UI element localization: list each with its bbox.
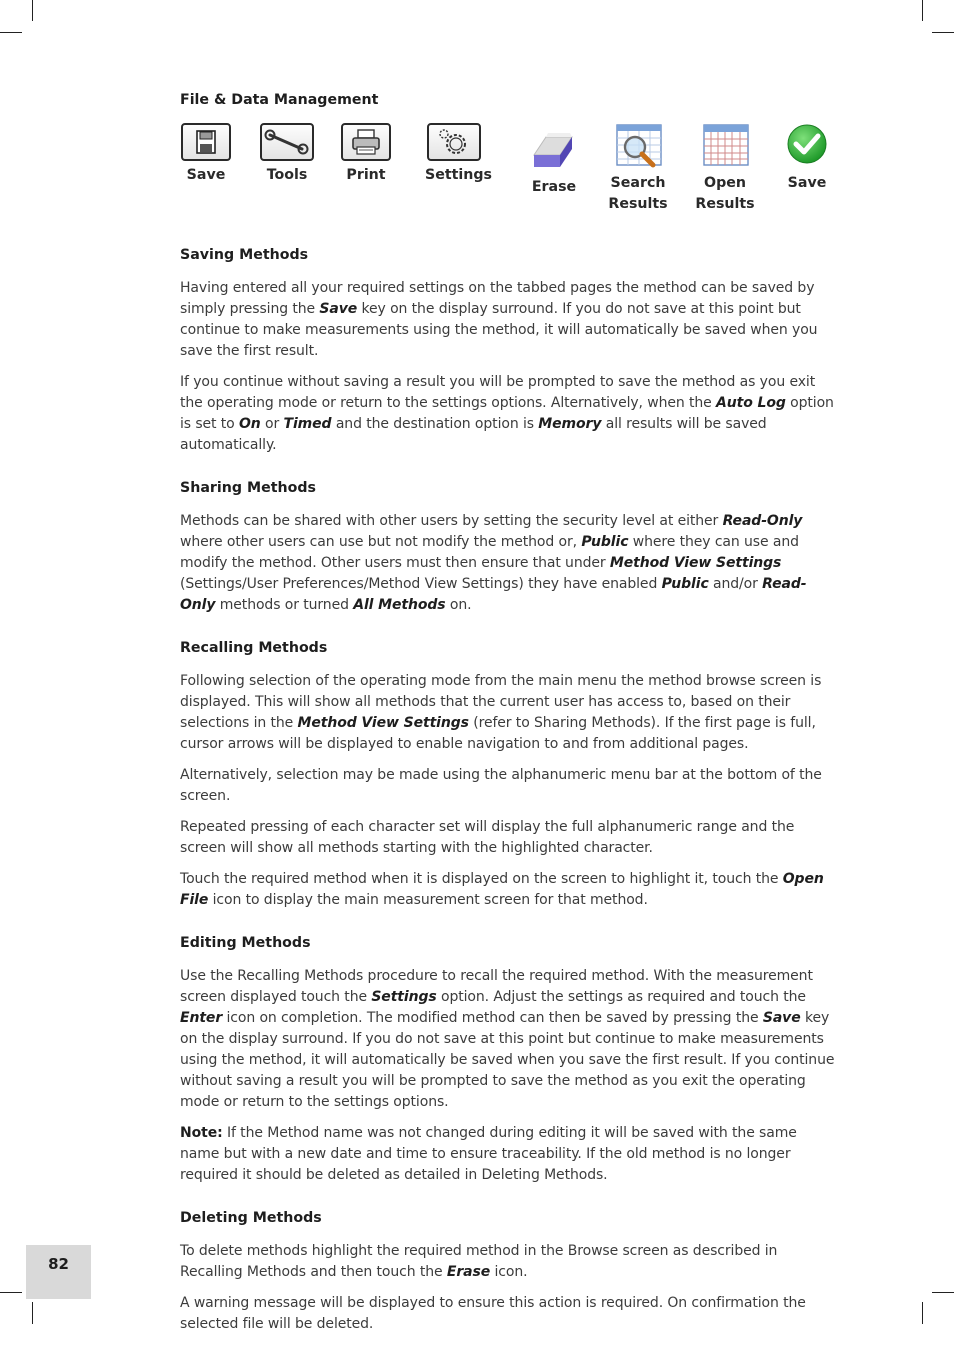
save-confirm-key <box>785 123 829 194</box>
print-label: Print <box>346 167 386 183</box>
saving-paragraph-2: If you continue without saving a result you will be prompted to save the method as you exit the operating mode or return to the settings options. Alternatively, when the Auto Log option is set to On or Timed and the destination option is Memory all results will be saved automatically. <box>180 374 834 453</box>
save-confirm-label: Save <box>787 175 827 191</box>
crop-mark <box>922 1302 923 1324</box>
search-results-label-1: Search <box>610 175 666 191</box>
calendar-grid-icon <box>700 123 750 169</box>
crop-mark <box>932 1292 954 1293</box>
gear-icon <box>427 123 481 161</box>
sharing-section <box>180 478 840 616</box>
crop-mark <box>0 32 22 33</box>
deleting-section <box>180 1208 840 1335</box>
page-title: File & Data Management <box>180 92 379 108</box>
recalling-paragraph-2: Alternatively, selection may be made using the alphanumeric menu bar at the bottom of the screen. <box>180 767 822 804</box>
crop-mark <box>32 0 33 21</box>
search-results-key <box>608 123 668 215</box>
tools-label: Tools <box>266 167 308 183</box>
crop-mark <box>922 0 923 21</box>
deleting-heading: Deleting Methods <box>180 1210 322 1226</box>
search-results-label-2: Results <box>608 196 668 212</box>
search-results-icon <box>613 123 663 169</box>
eraser-icon <box>530 123 578 169</box>
open-results-label-2: Results <box>695 196 755 212</box>
open-results-key <box>695 123 755 215</box>
recalling-section <box>180 638 840 911</box>
settings-label: Settings <box>425 167 492 183</box>
sharing-heading: Sharing Methods <box>180 480 316 496</box>
checkmark-icon <box>785 123 829 167</box>
printer-icon <box>341 123 391 161</box>
open-results-label-1: Open <box>704 175 746 191</box>
recalling-paragraph-4: Touch the required method when it is displayed on the screen to highlight it, touch the Open File icon to display the main measurement screen for that method. <box>180 871 824 908</box>
save-key <box>180 123 232 186</box>
print-key <box>340 123 392 186</box>
editing-section <box>180 933 840 1186</box>
recalling-paragraph-1: Following selection of the operating mode from the main menu the method browse screen is displayed. This will show all methods that the current user has access to, based on their selections in the Method View Settings (refer to Sharing Methods). If the first page is full, cursor arrows will be displayed to enable navigation to and from additional pages. <box>180 673 822 752</box>
editing-paragraph-1: Use the Recalling Methods procedure to recall the required method. With the measurement screen displayed touch the Settings option. Adjust the settings as required and touch the Enter icon on completion. The modified method can then be saved by pressing the Save key on the display surround. If you do not save at this point but continue to make measurements using the method, it will automatically be saved when you save the first result. If you continue without saving a result you will be prompted to save the method as you exit the operating mode or return to the settings options. <box>180 968 835 1110</box>
saving-section <box>180 245 840 456</box>
icon-row <box>180 123 840 223</box>
page-content <box>180 90 840 1345</box>
sharing-paragraph-1: Methods can be shared with other users by setting the security level at either Read-Only where other users can use but not modify the method or, Public where they can use and modify the method. Other users must then ensure that under Method View Settings (Settings/User Preferences/Method View Settings) they have enabled Public and/or Read-Only methods or turned All Methods on. <box>180 513 807 613</box>
settings-key <box>425 123 492 186</box>
crop-mark <box>32 1302 33 1324</box>
saving-heading: Saving Methods <box>180 247 309 263</box>
save-label: Save <box>186 167 226 183</box>
crop-mark <box>932 32 954 33</box>
wrench-icon <box>260 123 314 161</box>
recalling-heading: Recalling Methods <box>180 640 328 656</box>
crop-mark <box>0 1292 22 1293</box>
saving-paragraph-1: Having entered all your required settings on the tabbed pages the method can be saved by simply pressing the Save key on the display surround. If you do not save at this point but continue to make measurements using the method, it will automatically be saved when you save the first result. <box>180 280 818 359</box>
deleting-paragraph-2: A warning message will be displayed to ensure this action is required. On confirmation the selected file will be deleted. <box>180 1295 806 1332</box>
tools-key <box>260 123 314 186</box>
recalling-paragraph-3: Repeated pressing of each character set will display the full alphanumeric range and the screen will show all methods starting with the highlighted character. <box>180 819 795 856</box>
erase-label: Erase <box>531 179 577 195</box>
deleting-paragraph-1: To delete methods highlight the required method in the Browse screen as described in Recalling Methods and then touch the Erase icon. <box>180 1243 778 1280</box>
page-number: 82 <box>26 1245 91 1299</box>
editing-heading: Editing Methods <box>180 935 311 951</box>
editing-note: Note: If the Method name was not changed during editing it will be saved with the same name but with a new date and time to ensure traceability. If the old method is no longer required it should be deleted as detailed in Deleting Methods. <box>180 1125 797 1183</box>
erase-key <box>530 123 578 198</box>
floppy-disk-icon <box>181 123 231 161</box>
